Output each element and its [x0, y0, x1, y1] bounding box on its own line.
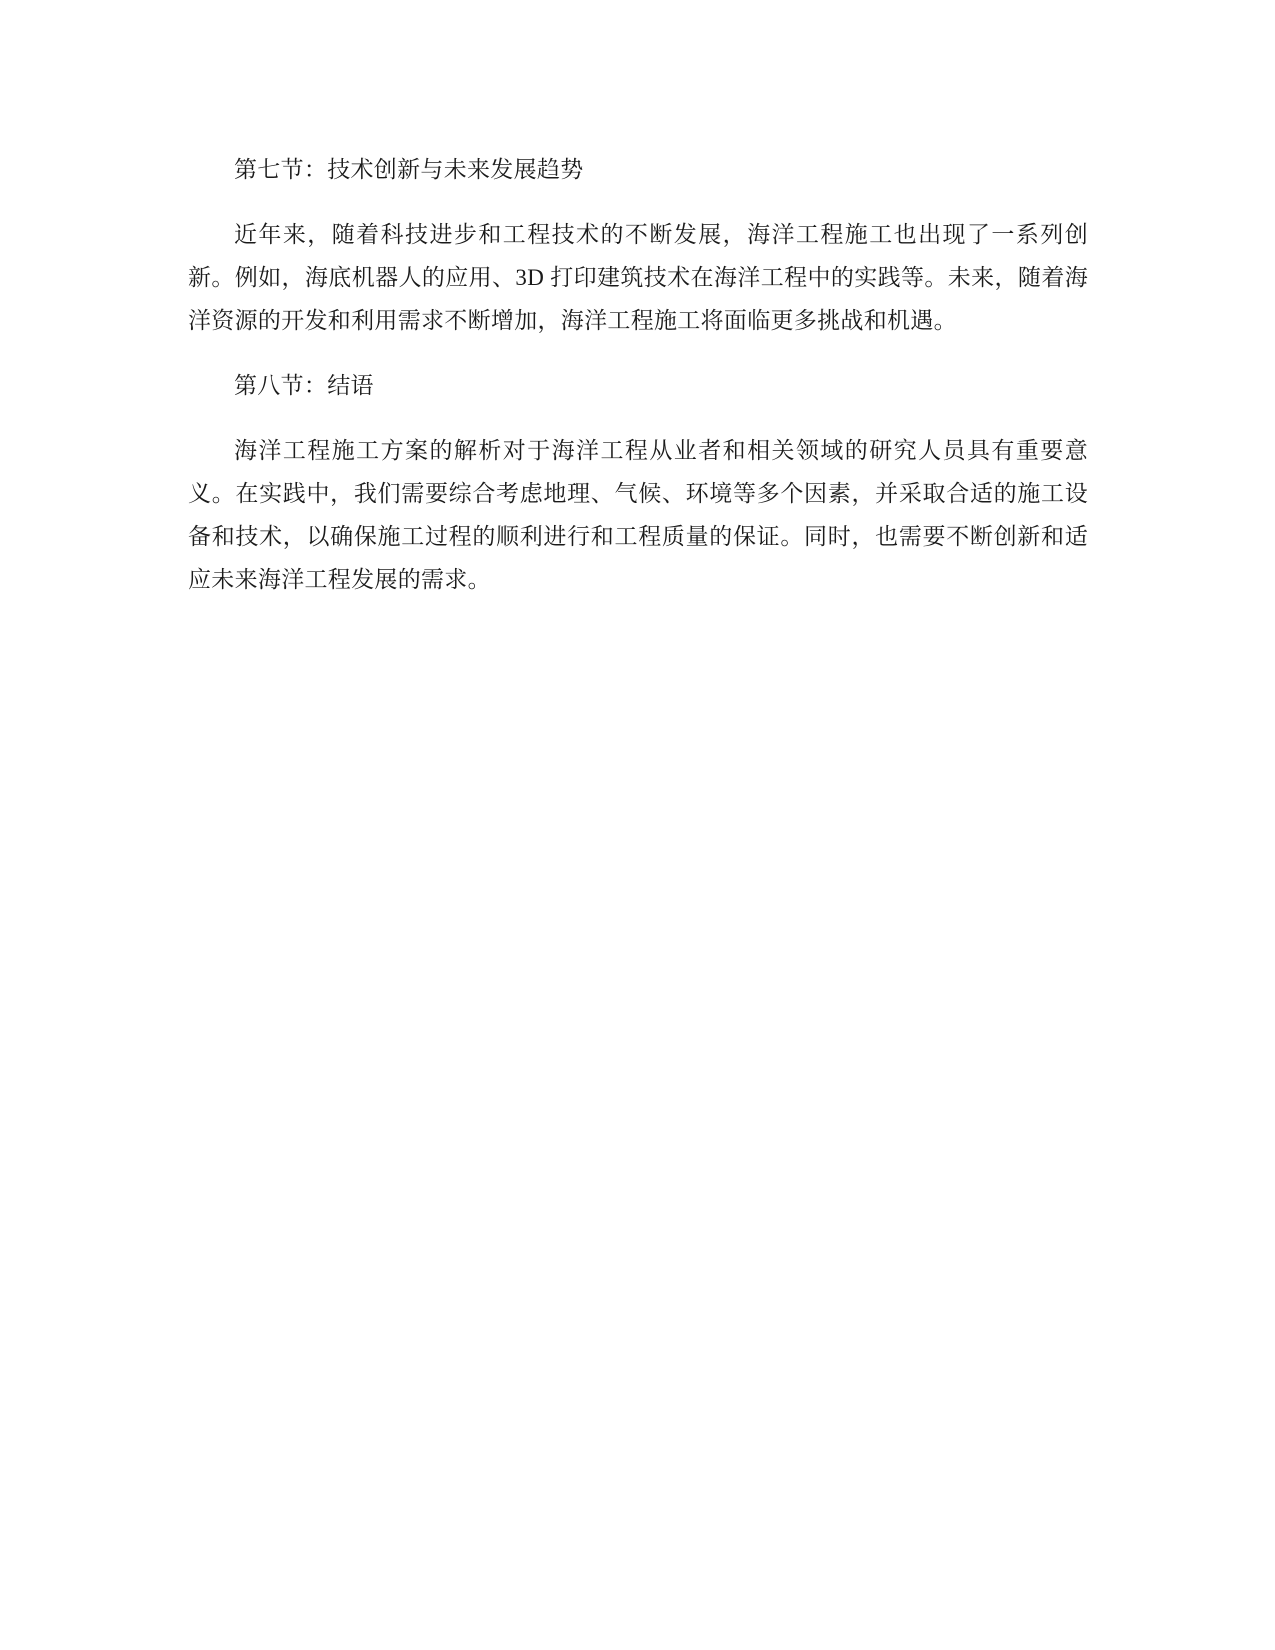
section-7: [188, 148, 1088, 342]
section-heading: 第八节：结语: [234, 373, 374, 398]
section-8: [188, 364, 1088, 601]
section-body: 近年来，随着科技进步和工程技术的不断发展，海洋工程施工也出现了一系列创新。例如，海底机器人的应用、3D 打印建筑技术在海洋工程中的实践等。未来，随着海洋资源的开发和利用需求不断增加，海洋工程施工将面临更多挑战和机遇。: [188, 222, 1088, 333]
section-body: 海洋工程施工方案的解析对于海洋工程从业者和相关领域的研究人员具有重要意义。在实践中，我们需要综合考虑地理、气候、环境等多个因素，并采取合适的施工设备和技术，以确保施工过程的顺利进行和工程质量的保证。同时，也需要不断创新和适应未来海洋工程发展的需求。: [188, 438, 1088, 592]
section-heading: 第七节：技术创新与未来发展趋势: [234, 157, 584, 182]
document-page: [188, 148, 1088, 623]
